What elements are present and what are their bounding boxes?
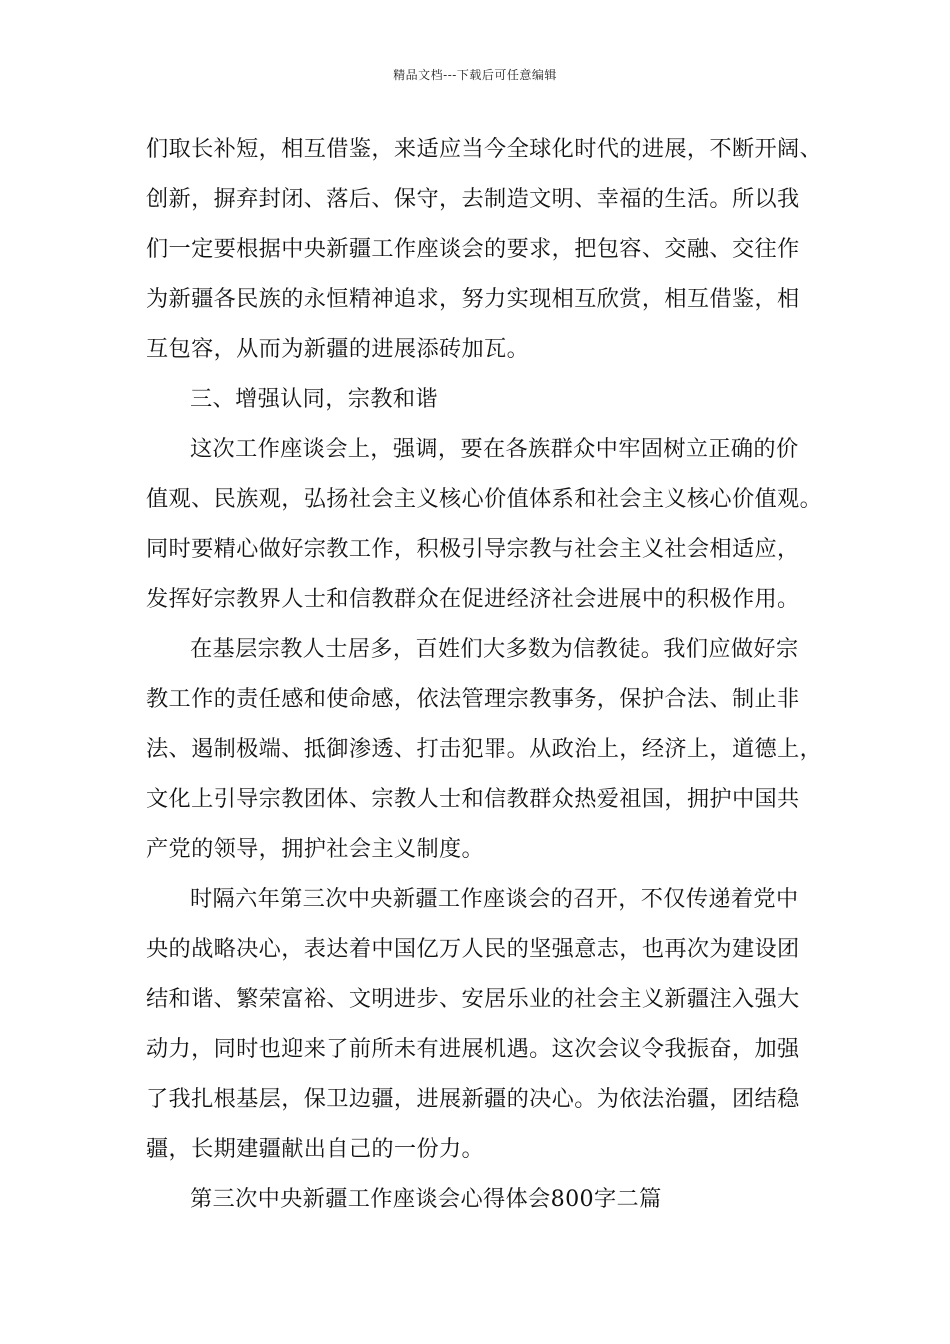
text-line: 疆，长期建疆献出自己的一份力。	[146, 1136, 485, 1162]
text-line: 了我扎根基层，保卫边疆，进展新疆的决心。为依法治疆，团结稳	[146, 1086, 800, 1112]
text-line: 互包容，从而为新疆的进展添砖加瓦。	[146, 336, 530, 362]
text-line: 动力，同时也迎来了前所未有进展机遇。这次会议令我振奋，加强	[146, 1036, 800, 1062]
text-line: 发挥好宗教界人士和信教群众在促进经济社会进展中的积极作用。	[146, 586, 800, 612]
text-line: 为新疆各民族的永恒精神追求，努力实现相互欣赏，相互借鉴，相	[146, 286, 800, 312]
text-line: 值观、民族观，弘扬社会主义核心价值体系和社会主义核心价值观。	[146, 486, 823, 512]
section-title: 第三次中央新疆工作座谈会心得体会800字二篇	[190, 1186, 662, 1212]
text-line: 教工作的责任感和使命感，依法管理宗教事务，保护合法、制止非	[146, 686, 800, 712]
section-heading: 三、增强认同，宗教和谐	[190, 386, 438, 412]
text-line: 在基层宗教人士居多，百姓们大多数为信教徒。我们应做好宗	[190, 636, 799, 662]
text-line: 文化上引导宗教团体、宗教人士和信教群众热爱祖国，拥护中国共	[146, 786, 800, 812]
text-line: 们一定要根据中央新疆工作座谈会的要求，把包容、交融、交往作	[146, 236, 800, 262]
text-line: 结和谐、繁荣富裕、文明进步、安居乐业的社会主义新疆注入强大	[146, 986, 800, 1012]
text-line: 法、遏制极端、抵御渗透、打击犯罪。从政治上，经济上，道德上，	[146, 736, 823, 762]
text-line: 创新，摒弃封闭、落后、保守，去制造文明、幸福的生活。所以我	[146, 186, 800, 212]
text-line: 央的战略决心，表达着中国亿万人民的坚强意志，也再次为建设团	[146, 936, 800, 962]
text-line: 们取长补短，相互借鉴，来适应当今全球化时代的进展，不断开阔、	[146, 136, 823, 162]
text-line: 这次工作座谈会上，强调，要在各族群众中牢固树立正确的价	[190, 436, 799, 462]
text-line: 同时要精心做好宗教工作，积极引导宗教与社会主义社会相适应，	[146, 536, 800, 562]
text-line: 产党的领导，拥护社会主义制度。	[146, 836, 485, 862]
page-header: 精品文档---下载后可任意编辑	[393, 68, 557, 82]
text-line: 时隔六年第三次中央新疆工作座谈会的召开，不仅传递着党中	[190, 886, 799, 912]
